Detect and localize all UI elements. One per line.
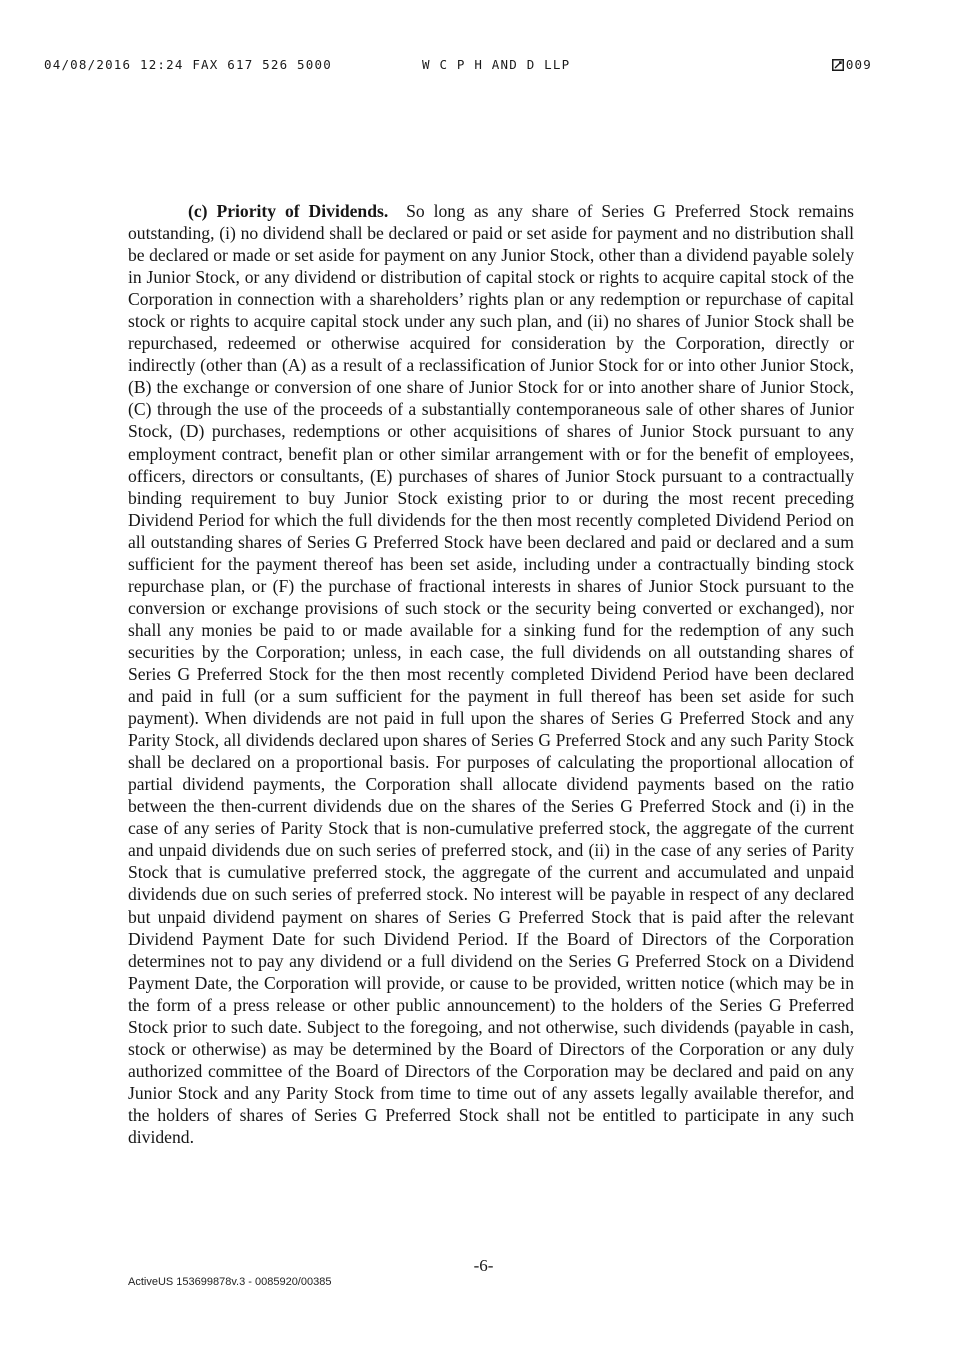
fax-datetime-line: 04/08/2016 12:24 FAX 617 526 5000 bbox=[44, 57, 332, 72]
fax-page-icon bbox=[832, 59, 844, 71]
fax-sender: W C P H AND D LLP bbox=[422, 57, 571, 72]
section-body-text: So long as any share of Series G Preferred Stock remains outstanding, (i) no dividend shall be declared or paid or set aside for payment and no distribution shall be declared or made or set aside for payment on any Junior Stock, other than a dividend payable solely in Junior Stock, or any dividend or distribution of capital stock or rights to acquire capital stock of the Corporation in connection with a shareholders’ rights plan or any redemption or repurchase of capital stock or rights to acquire capital stock under any such plan, and (ii) no shares of Junior Stock shall be repurchased, redeemed or otherwise acquired for consideration by the Corporation, directly or indirectly (other than (A) as a result of a reclassification of Junior Stock for or into other Junior Stock, (B) the exchange or conversion of one share of Junior Stock for or into another share of Junior Stock, (C) through the use of the proceeds of a substantially contemporaneous sale of other shares of Junior Stock, (D) purchases, redemptions or other acquisitions of shares of Junior Stock pursuant to any employment contract, benefit plan or other similar arrangement with or for the benefit of employees, officers, directors or consultants, (E) purchases of shares of Junior Stock pursuant to a contractually binding requirement to buy Junior Stock existing prior to or during the most recent preceding Dividend Period for which the full dividends for the then most recently completed Dividend Period on all outstanding shares of Series G Preferred Stock have been declared and paid or declared and a sum sufficient for the payment thereof has been set aside, including under a contractually binding stock repurchase plan, or (F) the purchase of fractional interests in shares of Junior Stock pursuant to the conversion or exchange provisions of such stock or the security being converted or exchanged), nor shall any monies be paid to or made available for a sinking fund for the redemption of any such securities by the Corporation; unless, in each case, the full dividends on all outstanding shares of Series G Preferred Stock for the then most recently completed Dividend Period have been declared and paid in full (or a sum sufficient for the payment in full thereof has been set aside for such payment). When dividends are not paid in full upon the shares of Series G Preferred Stock and any Parity Stock, all dividends declared upon shares of Series G Preferred Stock and any such Parity Stock shall be declared on a proportional basis. For purposes of calculating the proportional allocation of partial dividend payments, the Corporation shall allocate dividend payments based on the ratio between the then-current dividends due on the shares of the Series G Preferred Stock and (i) in the case of any series of Parity Stock that is non-cumulative preferred stock, the aggregate of the current and unpaid dividends due on such series of preferred stock, and (ii) in the case of any series of Parity Stock that is cumulative preferred stock, the aggregate of the current and accumulated and unpaid dividends due on such series of preferred stock. No interest will be payable in respect of any declared but unpaid dividend payment on shares of Series G Preferred Stock that is paid after the relevant Dividend Payment Date for such Dividend Period. If the Board of Directors of the Corporation determines not to pay any dividend or a full dividend on the Series G Preferred Stock on a Dividend Payment Date, the Corporation will provide, or cause to be provided, written notice (which may be in the form of a press release or other public announcement) to the holders of the Series G Preferred Stock prior to such date. Subject to the foregoing, and not otherwise, such dividends (payable in cash, stock or otherwise) as may be determined by the Board of Directors of the Corporation or any duly authorized committee of the Board of Directors of the Corporation may be declared and paid on any Junior Stock and any Parity Stock from time to time out of any assets legally available therefor, and the holders of shares of Series G Preferred Stock shall not be entitled to participate in any such dividend. bbox=[128, 201, 854, 1147]
document-body bbox=[128, 200, 854, 1148]
fax-page-counter bbox=[832, 57, 872, 72]
page-number: -6- bbox=[473, 1256, 494, 1275]
fax-header bbox=[44, 57, 872, 75]
section-heading: (c) Priority of Dividends. bbox=[188, 201, 389, 221]
document-id: ActiveUS 153699878v.3 - 0085920/00385 bbox=[128, 1276, 332, 1288]
fax-page-code: 009 bbox=[845, 57, 872, 72]
priority-of-dividends-paragraph bbox=[128, 200, 854, 1148]
